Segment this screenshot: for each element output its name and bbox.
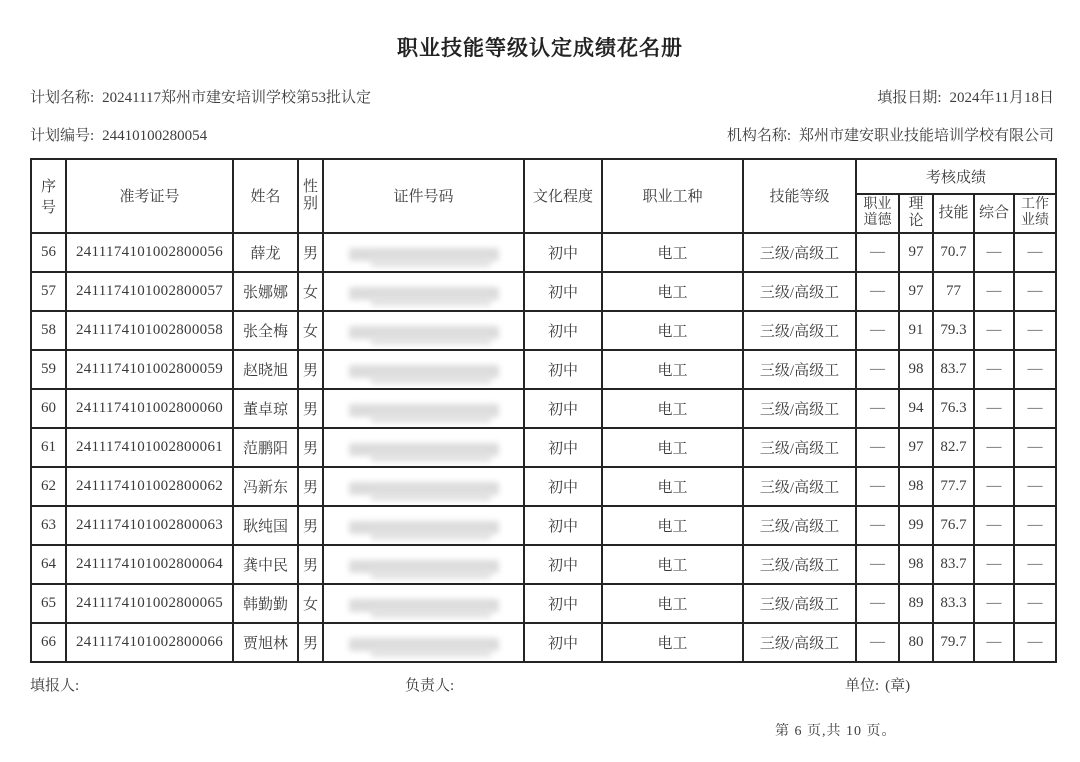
cell-level: 三级/高级工	[743, 389, 856, 428]
cell-exam-no: 2411174101002800061	[66, 428, 233, 467]
id-number-redaction	[349, 638, 499, 651]
cell-seq: 58	[31, 311, 66, 350]
cell-score-moral: —	[856, 584, 899, 623]
unit-label	[845, 674, 910, 695]
cell-score-moral: —	[856, 272, 899, 311]
cell-education: 初中	[524, 545, 602, 584]
cell-score-theory: 91	[899, 311, 933, 350]
cell-exam-no: 2411174101002800062	[66, 467, 233, 506]
signature-row	[0, 674, 1080, 698]
cell-level: 三级/高级工	[743, 467, 856, 506]
cell-score-skill: 83.7	[933, 350, 974, 389]
cell-exam-no: 2411174101002800058	[66, 311, 233, 350]
cell-seq: 63	[31, 506, 66, 545]
cell-score-skill: 76.7	[933, 506, 974, 545]
table-body	[31, 233, 1056, 662]
cell-id-number	[323, 233, 524, 272]
cell-score-theory: 80	[899, 623, 933, 662]
table-row	[31, 272, 1056, 311]
unit-seal-text: (章)	[885, 678, 911, 694]
header-seq: 序号	[31, 159, 66, 233]
cell-level: 三级/高级工	[743, 350, 856, 389]
cell-score-skill: 76.3	[933, 389, 974, 428]
header-level: 技能等级	[743, 159, 856, 233]
cell-score-skill: 70.7	[933, 233, 974, 272]
cell-education: 初中	[524, 350, 602, 389]
cell-gender: 女	[298, 584, 323, 623]
meta-row-bottom	[30, 124, 1054, 145]
cell-exam-no: 2411174101002800060	[66, 389, 233, 428]
cell-occupation: 电工	[602, 545, 743, 584]
cell-seq: 61	[31, 428, 66, 467]
cell-score-work: —	[1014, 233, 1056, 272]
table-row	[31, 311, 1056, 350]
cell-occupation: 电工	[602, 584, 743, 623]
cell-occupation: 电工	[602, 233, 743, 272]
cell-seq: 65	[31, 584, 66, 623]
header-theory: 理论	[899, 194, 933, 233]
cell-gender: 女	[298, 311, 323, 350]
table-row	[31, 623, 1056, 662]
cell-score-comp: —	[974, 311, 1014, 350]
cell-gender: 男	[298, 545, 323, 584]
cell-score-work: —	[1014, 584, 1056, 623]
cell-level: 三级/高级工	[743, 311, 856, 350]
cell-education: 初中	[524, 272, 602, 311]
cell-score-moral: —	[856, 623, 899, 662]
cell-score-moral: —	[856, 350, 899, 389]
cell-seq: 64	[31, 545, 66, 584]
cell-occupation: 电工	[602, 272, 743, 311]
cell-level: 三级/高级工	[743, 623, 856, 662]
cell-score-work: —	[1014, 311, 1056, 350]
cell-education: 初中	[524, 584, 602, 623]
cell-gender: 男	[298, 623, 323, 662]
header-comp: 综合	[974, 194, 1014, 233]
plan-number-label: 计划编号:	[30, 128, 95, 144]
cell-occupation: 电工	[602, 428, 743, 467]
table-row	[31, 233, 1056, 272]
org-name-value: 郑州市建安职业技能培训学校有限公司	[798, 128, 1054, 144]
plan-number-value: 24410100280054	[102, 128, 208, 144]
id-number-redaction	[349, 287, 499, 300]
cell-score-theory: 97	[899, 272, 933, 311]
table-row	[31, 389, 1056, 428]
id-number-redaction	[349, 482, 499, 495]
report-date-label: 填报日期:	[877, 90, 942, 106]
cell-score-moral: —	[856, 545, 899, 584]
cell-score-comp: —	[974, 428, 1014, 467]
cell-seq: 62	[31, 467, 66, 506]
cell-score-moral: —	[856, 506, 899, 545]
cell-level: 三级/高级工	[743, 584, 856, 623]
cell-education: 初中	[524, 428, 602, 467]
cell-score-skill: 79.3	[933, 311, 974, 350]
filler-label: 填报人:	[30, 678, 80, 694]
cell-occupation: 电工	[602, 506, 743, 545]
header-occupation: 职业工种	[602, 159, 743, 233]
cell-score-comp: —	[974, 350, 1014, 389]
cell-score-work: —	[1014, 389, 1056, 428]
cell-id-number	[323, 623, 524, 662]
cell-score-theory: 97	[899, 233, 933, 272]
cell-score-work: —	[1014, 545, 1056, 584]
cell-education: 初中	[524, 233, 602, 272]
cell-score-theory: 98	[899, 545, 933, 584]
header-education: 文化程度	[524, 159, 602, 233]
cell-exam-no: 2411174101002800056	[66, 233, 233, 272]
cell-score-skill: 83.7	[933, 545, 974, 584]
id-number-redaction	[349, 521, 499, 534]
cell-education: 初中	[524, 467, 602, 506]
cell-score-skill: 83.3	[933, 584, 974, 623]
cell-score-skill: 82.7	[933, 428, 974, 467]
table-row	[31, 350, 1056, 389]
cell-score-work: —	[1014, 623, 1056, 662]
cell-score-comp: —	[974, 545, 1014, 584]
cell-id-number	[323, 389, 524, 428]
cell-exam-no: 2411174101002800064	[66, 545, 233, 584]
manager-label: 负责人:	[405, 678, 455, 694]
cell-id-number	[323, 584, 524, 623]
cell-gender: 男	[298, 428, 323, 467]
id-number-redaction	[349, 326, 499, 339]
org-name-label: 机构名称:	[726, 128, 791, 144]
meta-row-top	[30, 86, 1054, 107]
cell-name: 耿纯国	[233, 506, 298, 545]
cell-gender: 女	[298, 272, 323, 311]
cell-score-theory: 98	[899, 467, 933, 506]
header-score-group: 考核成绩	[856, 159, 1056, 194]
cell-name: 贾旭林	[233, 623, 298, 662]
table-row	[31, 545, 1056, 584]
report-date-value: 2024年11月18日	[949, 90, 1054, 106]
cell-name: 冯新东	[233, 467, 298, 506]
cell-exam-no: 2411174101002800065	[66, 584, 233, 623]
cell-exam-no: 2411174101002800063	[66, 506, 233, 545]
cell-exam-no: 2411174101002800057	[66, 272, 233, 311]
cell-gender: 男	[298, 233, 323, 272]
cell-score-theory: 98	[899, 350, 933, 389]
cell-score-work: —	[1014, 272, 1056, 311]
plan-number	[30, 124, 207, 145]
cell-score-comp: —	[974, 389, 1014, 428]
table-row	[31, 467, 1056, 506]
cell-seq: 60	[31, 389, 66, 428]
cell-score-comp: —	[974, 506, 1014, 545]
header-row-1	[31, 159, 1056, 194]
table-row	[31, 506, 1056, 545]
cell-score-moral: —	[856, 428, 899, 467]
id-number-redaction	[349, 365, 499, 378]
report-date	[877, 86, 1054, 107]
plan-name	[30, 86, 371, 107]
cell-score-skill: 79.7	[933, 623, 974, 662]
cell-name: 韩勤勤	[233, 584, 298, 623]
cell-name: 薛龙	[233, 233, 298, 272]
cell-score-work: —	[1014, 506, 1056, 545]
cell-score-moral: —	[856, 389, 899, 428]
cell-score-work: —	[1014, 467, 1056, 506]
cell-id-number	[323, 272, 524, 311]
cell-id-number	[323, 467, 524, 506]
unit-label-text: 单位:	[845, 678, 880, 694]
cell-education: 初中	[524, 389, 602, 428]
cell-id-number	[323, 545, 524, 584]
header-work: 工作业绩	[1014, 194, 1056, 233]
cell-score-comp: —	[974, 272, 1014, 311]
cell-id-number	[323, 350, 524, 389]
cell-name: 张全梅	[233, 311, 298, 350]
plan-name-label: 计划名称:	[30, 90, 95, 106]
header-exam-no: 准考证号	[66, 159, 233, 233]
cell-name: 张娜娜	[233, 272, 298, 311]
id-number-redaction	[349, 248, 499, 261]
cell-level: 三级/高级工	[743, 272, 856, 311]
cell-id-number	[323, 428, 524, 467]
cell-education: 初中	[524, 506, 602, 545]
org-name	[727, 124, 1054, 145]
cell-score-skill: 77.7	[933, 467, 974, 506]
cell-score-comp: —	[974, 233, 1014, 272]
table-row	[31, 584, 1056, 623]
table-row	[31, 428, 1056, 467]
cell-exam-no: 2411174101002800066	[66, 623, 233, 662]
cell-name: 董卓琼	[233, 389, 298, 428]
cell-gender: 男	[298, 467, 323, 506]
page-number-info: 第 6 页,共 10 页。	[775, 724, 897, 739]
cell-score-comp: —	[974, 623, 1014, 662]
cell-score-comp: —	[974, 584, 1014, 623]
cell-name: 赵晓旭	[233, 350, 298, 389]
cell-occupation: 电工	[602, 623, 743, 662]
cell-score-moral: —	[856, 311, 899, 350]
cell-occupation: 电工	[602, 389, 743, 428]
cell-score-theory: 99	[899, 506, 933, 545]
id-number-redaction	[349, 443, 499, 456]
cell-seq: 59	[31, 350, 66, 389]
cell-id-number	[323, 506, 524, 545]
header-name: 姓名	[233, 159, 298, 233]
cell-id-number	[323, 311, 524, 350]
cell-education: 初中	[524, 623, 602, 662]
cell-score-work: —	[1014, 428, 1056, 467]
header-moral: 职业道德	[856, 194, 899, 233]
cell-score-theory: 94	[899, 389, 933, 428]
id-number-redaction	[349, 404, 499, 417]
cell-level: 三级/高级工	[743, 545, 856, 584]
cell-level: 三级/高级工	[743, 506, 856, 545]
id-number-redaction	[349, 560, 499, 573]
page-title: 职业技能等级认定成绩花名册	[397, 37, 683, 60]
header-gender: 性别	[298, 159, 323, 233]
cell-occupation: 电工	[602, 467, 743, 506]
cell-seq: 57	[31, 272, 66, 311]
cell-level: 三级/高级工	[743, 233, 856, 272]
cell-name: 范鹏阳	[233, 428, 298, 467]
cell-gender: 男	[298, 389, 323, 428]
cell-name: 龚中民	[233, 545, 298, 584]
cell-score-theory: 89	[899, 584, 933, 623]
cell-education: 初中	[524, 311, 602, 350]
cell-level: 三级/高级工	[743, 428, 856, 467]
cell-score-theory: 97	[899, 428, 933, 467]
cell-score-work: —	[1014, 350, 1056, 389]
cell-score-comp: —	[974, 467, 1014, 506]
cell-score-skill: 77	[933, 272, 974, 311]
header-id-no: 证件号码	[323, 159, 524, 233]
cell-gender: 男	[298, 506, 323, 545]
score-roster-table	[30, 158, 1057, 663]
plan-name-value: 20241117郑州市建安培训学校第53批认定	[102, 90, 372, 106]
cell-exam-no: 2411174101002800059	[66, 350, 233, 389]
cell-occupation: 电工	[602, 311, 743, 350]
cell-occupation: 电工	[602, 350, 743, 389]
cell-seq: 56	[31, 233, 66, 272]
cell-score-moral: —	[856, 233, 899, 272]
cell-gender: 男	[298, 350, 323, 389]
cell-seq: 66	[31, 623, 66, 662]
header-skill: 技能	[933, 194, 974, 233]
cell-score-moral: —	[856, 467, 899, 506]
id-number-redaction	[349, 599, 499, 612]
